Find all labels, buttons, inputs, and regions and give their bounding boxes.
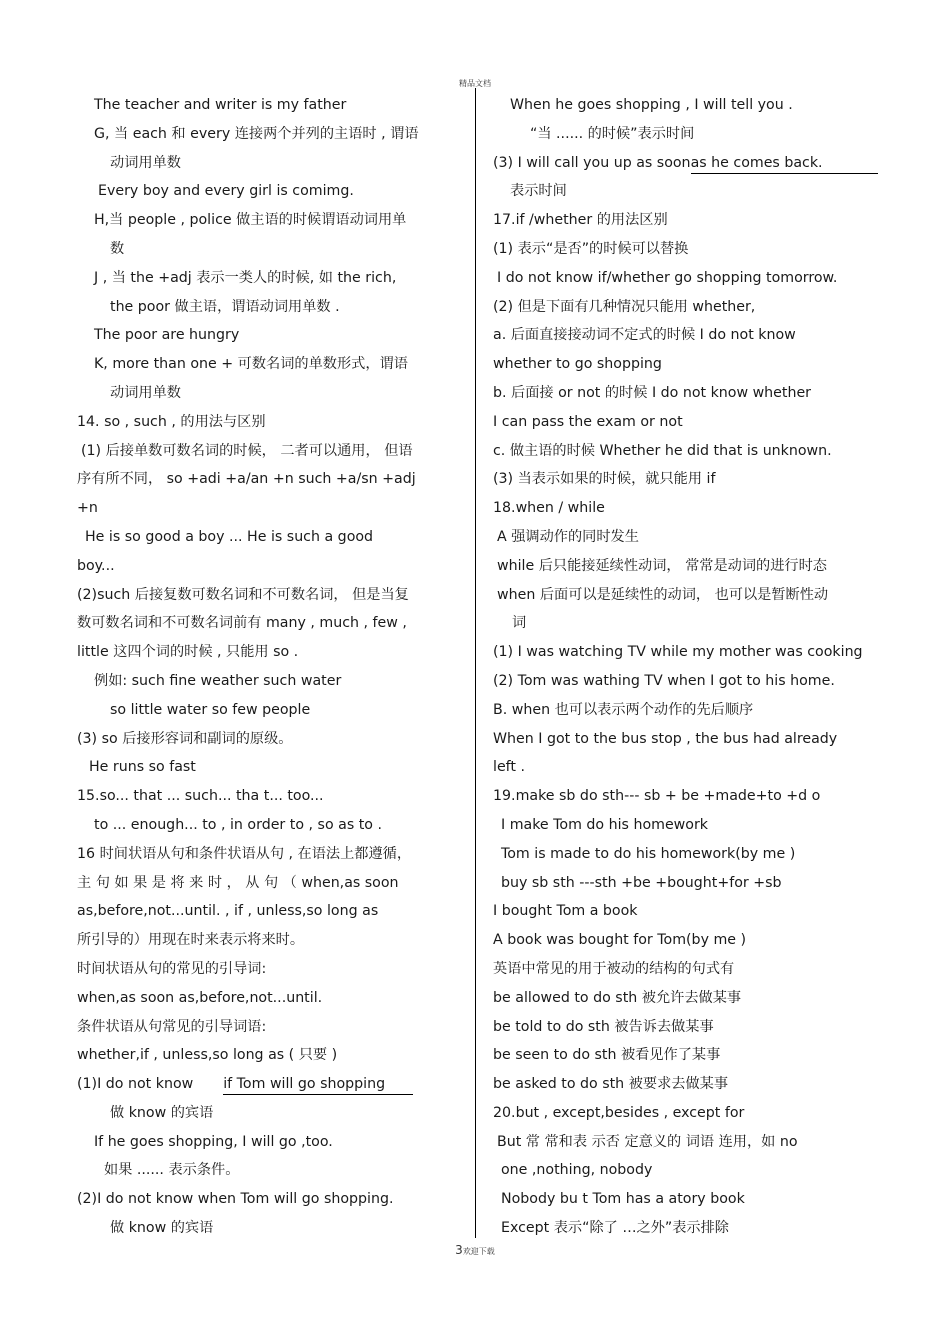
line-text: (1) 后接单数可数名词的时候， 二者可以通用， 但语 [81, 442, 413, 459]
line-text: 14. so , such , 的用法与区别 [77, 413, 266, 430]
text-line [493, 844, 878, 873]
text-line [77, 325, 457, 354]
text-line [77, 585, 457, 614]
text-line [493, 959, 878, 988]
line-text: little 这四个词的时候 , 只能用 so . [77, 644, 299, 661]
line-text: I can pass the exam or not [493, 413, 683, 430]
line-text: The teacher and writer is my father [94, 97, 347, 113]
text-line [77, 210, 457, 239]
text-line [77, 239, 457, 268]
line-text: 动词用单数 [110, 384, 181, 401]
line-text: 词 [512, 615, 527, 632]
text-line [493, 153, 878, 182]
line-text: B. when 也可以表示两个动作的先后顺序 [493, 701, 754, 718]
text-line [77, 757, 457, 786]
line-text: I bought Tom a book [493, 903, 638, 920]
line-text: When he goes shopping , I will tell you . [510, 97, 793, 113]
column-divider [475, 88, 476, 1238]
line-text: (2) 但是下面有几种情况只能用 whether, [493, 298, 756, 315]
text-line [493, 1103, 878, 1132]
text-line [77, 786, 457, 815]
line-text: He runs so fast [89, 759, 196, 776]
line-text: I do not know if/whether go shopping tomorrow. [497, 269, 838, 286]
line-text: the poor 做主语，谓语动词用单数 . [110, 298, 340, 315]
text-line [493, 1074, 878, 1103]
line-text: If he goes shopping, I will go ,too. [94, 1133, 333, 1150]
line-text: 15.so... that ... such... tha t... too... [77, 788, 324, 805]
line-text: 时间状语从句的常见的引导词: [77, 960, 267, 977]
line-text: 序有所不同， so +adi +a/an +n such +a/sn +adj [77, 471, 416, 488]
line-text: 如果 ...... 表示条件。 [104, 1162, 240, 1179]
line-text: be seen to do sth 被看见作了某事 [493, 1047, 721, 1064]
line-text: A book was bought for Tom(by me ) [493, 932, 747, 949]
text-line [493, 95, 878, 124]
line-text: (2) Tom was wathing TV when I got to his home. [493, 672, 835, 689]
line-text: (2)such 后接复数可数名词和不可数名词， 但是当复 [77, 586, 409, 603]
text-line [77, 988, 457, 1017]
text-line [77, 268, 457, 297]
line-text: Tom is made to do his homework(by me ) [501, 845, 796, 862]
text-line [493, 124, 878, 153]
line-text: Except 表示“除了 …之外”表示排除 [501, 1220, 729, 1237]
text-line [493, 1017, 878, 1046]
text-line [77, 815, 457, 844]
text-line [493, 671, 878, 700]
text-line [77, 873, 457, 902]
line-text: as,before,not...until. , if , unless,so long as [77, 903, 379, 920]
right-column [493, 95, 878, 1247]
text-line [77, 1132, 457, 1161]
text-line [77, 959, 457, 988]
line-text: (3) I will call you up as soon [493, 154, 691, 171]
line-text: He is so good a boy ... He is such a good [85, 528, 374, 545]
line-text: to ... enough... to , in order to , so as to . [94, 816, 382, 833]
line-text: (2)I do not know when Tom will go shopping. [77, 1191, 394, 1208]
line-text: (3) 当表示如果的时候，就只能用 if [493, 471, 716, 488]
line-text: when 后面可以是延续性的动词， 也可以是暂断性动 [497, 586, 829, 603]
line-text: 数可数名词和不可数名词前有 many , much , few , [77, 615, 407, 632]
text-line [493, 383, 878, 412]
text-line [77, 124, 457, 153]
text-line [77, 671, 457, 700]
line-text: be asked to do sth 被要求去做某事 [493, 1076, 729, 1093]
text-line [77, 181, 457, 210]
text-line [493, 757, 878, 786]
line-text: one ,nothing, nobody [501, 1162, 653, 1179]
line-text: 做 know 的宾语 [110, 1104, 214, 1121]
text-line [77, 297, 457, 326]
line-text: 主 句 如 果 是 将 来 时 ， 从 句 （ when,as soon [77, 874, 399, 891]
line-text: while 后只能接延续性动词， 常常是动词的进行时态 [497, 557, 827, 574]
text-line [77, 1017, 457, 1046]
text-line [493, 210, 878, 239]
text-line [77, 1160, 457, 1189]
line-text: when,as soon as,before,not...until. [77, 989, 323, 1006]
line-text: (1) I was watching TV while my mother was cooking [493, 644, 863, 661]
text-line [493, 239, 878, 268]
text-line [77, 844, 457, 873]
line-text: +n [77, 500, 98, 517]
line-text: whether to go shopping [493, 356, 662, 373]
line-text: a. 后面直接接动词不定式的时候 I do not know [493, 327, 796, 344]
text-line [493, 642, 878, 671]
text-line [493, 585, 878, 614]
text-line [77, 469, 457, 498]
text-line [77, 354, 457, 383]
line-text: 18.when / while [493, 500, 605, 517]
line-text: Nobody bu t Tom has a atory book [501, 1191, 745, 1208]
underlined-clause: if Tom will go shopping [223, 1074, 413, 1095]
text-line [77, 700, 457, 729]
line-text: J , 当 the +adj 表示一类人的时候, 如 the rich, [94, 269, 397, 286]
line-text: 16 时间状语从句和条件状语从句 , 在语法上都遵循， [77, 845, 412, 862]
text-line [493, 297, 878, 326]
line-text: be told to do sth 被告诉去做某事 [493, 1018, 714, 1035]
text-line [493, 1160, 878, 1189]
line-text: 动词用单数 [110, 154, 181, 171]
text-line [77, 1103, 457, 1132]
line-text: Every boy and every girl is comimg. [98, 183, 354, 200]
line-text: 条件状语从句常见的引导词语: [77, 1018, 267, 1035]
text-line [77, 642, 457, 671]
left-column [77, 95, 457, 1247]
footer-text: 欢迎下载 [462, 1247, 495, 1256]
line-text: G, 当 each 和 every 连接两个并列的主语时 , 谓语 [94, 125, 419, 142]
text-line [493, 556, 878, 585]
text-line [77, 556, 457, 585]
line-text: b. 后面接 or not 的时候 I do not know whether [493, 384, 812, 401]
text-line [493, 354, 878, 383]
text-line [493, 873, 878, 902]
text-line [77, 498, 457, 527]
text-line [493, 815, 878, 844]
text-line [493, 441, 878, 470]
line-text: buy sb sth ---sth +be +bought+for +sb [501, 874, 782, 891]
text-line [493, 988, 878, 1017]
text-line [77, 153, 457, 182]
text-line [77, 383, 457, 412]
text-line [77, 1074, 457, 1103]
text-line [493, 412, 878, 441]
line-text: When I got to the bus stop , the bus had already [493, 730, 838, 747]
text-line [493, 527, 878, 556]
text-line [493, 181, 878, 210]
text-line [493, 469, 878, 498]
text-line [77, 95, 457, 124]
text-line [493, 700, 878, 729]
page-footer [0, 1243, 950, 1257]
line-text: H,当 people , police 做主语的时候谓语动词用单 [94, 212, 407, 229]
text-line [77, 1045, 457, 1074]
text-line [493, 325, 878, 354]
line-text: boy... [77, 557, 115, 574]
line-text: left . [493, 759, 525, 776]
text-line [77, 729, 457, 758]
text-line [493, 498, 878, 527]
line-text: 数 [110, 240, 125, 257]
line-text: 20.but , except,besides , except for [493, 1104, 745, 1121]
line-text: 例如: such fine weather such water [94, 672, 342, 689]
text-line [493, 729, 878, 758]
line-text: A 强调动作的同时发生 [497, 528, 639, 545]
text-line [77, 412, 457, 441]
line-text: so little water so few people [110, 701, 311, 718]
text-line [77, 527, 457, 556]
page-number: 3 [455, 1243, 463, 1257]
line-text: The poor are hungry [94, 327, 240, 344]
line-text: 17.if /whether 的用法区别 [493, 212, 668, 229]
text-line [493, 930, 878, 959]
text-line [493, 786, 878, 815]
line-text: (3) so 后接形容词和副词的原级。 [77, 730, 293, 747]
text-line [77, 930, 457, 959]
text-line [493, 901, 878, 930]
text-line [493, 1132, 878, 1161]
text-line [493, 613, 878, 642]
text-line [493, 1189, 878, 1218]
line-text: 19.make sb do sth--- sb + be +made+to +d o [493, 788, 821, 805]
line-text: whether,if , unless,so long as ( 只要 ) [77, 1047, 338, 1064]
line-text: 做 know 的宾语 [110, 1220, 214, 1237]
line-text: c. 做主语的时候 Whether he did that is unknown. [493, 442, 832, 459]
line-text: K, more than one + 可数名词的单数形式，谓语 [94, 356, 408, 373]
line-text: “当 ...... 的时候”表示时间 [530, 125, 695, 142]
text-line [77, 613, 457, 642]
line-text: be allowed to do sth 被允许去做某事 [493, 989, 742, 1006]
line-text: I make Tom do his homework [501, 816, 709, 833]
line-text: (1)I do not know [77, 1076, 194, 1093]
text-line [77, 441, 457, 470]
underlined-clause: as he comes back. [691, 153, 878, 174]
text-line [493, 1045, 878, 1074]
page-header: 精品文档 [459, 79, 491, 88]
text-line [77, 901, 457, 930]
text-line [493, 268, 878, 297]
line-text: 所引导的）用现在时来表示将来时。 [77, 932, 305, 949]
line-text: 英语中常见的用于被动的结构的句式有 [493, 960, 735, 977]
line-text: (1) 表示“是否”的时候可以替换 [493, 240, 689, 257]
line-text: But 常 常和表 示否 定意义的 词语 连用，如 no [497, 1133, 798, 1150]
line-text: 表示时间 [510, 183, 567, 200]
text-line [77, 1189, 457, 1218]
